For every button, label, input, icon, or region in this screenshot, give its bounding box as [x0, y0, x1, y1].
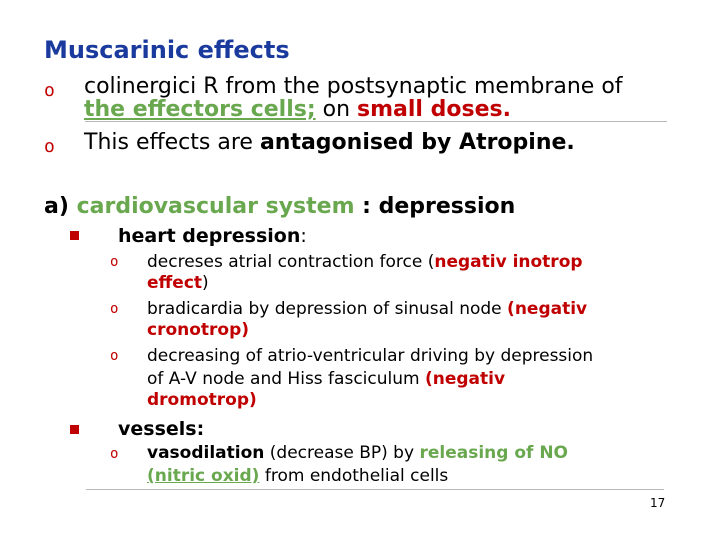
heart-sub-3-line-2 — [147, 369, 505, 389]
vessels-label: vessels: — [118, 418, 205, 440]
heart-sub-2-line-1 — [147, 299, 587, 319]
divider-bottom — [86, 489, 664, 490]
releasing-no-text: releasing of NO — [419, 443, 569, 463]
heart-depression-colon: : — [300, 225, 307, 247]
bullet-1-line-2 — [84, 97, 511, 122]
negativ-cronotrop-open: (negativ — [507, 299, 588, 319]
heart-depression-bold: heart depression — [118, 225, 301, 247]
bullet-2-text: This effects are — [84, 130, 260, 155]
endothelial-cells-text: from endothelial cells — [259, 466, 449, 486]
section-letter: a) — [44, 194, 69, 219]
negativ-dromotrop-text: dromotrop) — [147, 390, 257, 410]
bullet-icon: o — [44, 80, 55, 101]
negativ-cronotrop-text: cronotrop) — [147, 320, 250, 340]
effectors-cells-text: the effectors cells; — [84, 97, 316, 122]
vessels-sub-1-line-1 — [147, 443, 568, 463]
bullet-icon: o — [44, 136, 55, 157]
bullet-icon: o — [110, 301, 119, 317]
effect-close-paren: ) — [202, 273, 209, 293]
effect-text: effect — [147, 273, 203, 293]
negativ-dromotrop-open: (negativ — [424, 369, 506, 389]
on-text: on — [315, 97, 358, 122]
bullet-1-line-1: colinergici R from the postsynaptic membrane of — [84, 74, 623, 99]
cronotrop-pre-text: bradicardia by depression of sinusal node — [147, 299, 508, 319]
bullet-icon: o — [110, 254, 119, 270]
nitric-oxid-text: (nitric oxid) — [147, 466, 260, 486]
page-number: 17 — [650, 496, 666, 510]
bullet-2 — [84, 130, 575, 155]
depression-text: : depression — [354, 194, 516, 219]
decrease-bp-text: (decrease BP) by — [264, 443, 420, 463]
heart-sub-1-line-1 — [147, 252, 583, 272]
small-doses-text: small doses. — [357, 97, 511, 122]
slide-title: Muscarinic effects — [44, 36, 290, 64]
antagonised-text: antagonised by Atropine. — [259, 130, 575, 155]
square-bullet-icon — [70, 425, 79, 434]
vasodilation-text: vasodilation — [147, 443, 265, 463]
heart-depression-label — [118, 225, 307, 247]
square-bullet-icon — [70, 231, 79, 240]
vessels-sub-1-line-2 — [147, 466, 448, 486]
heart-sub-3-line-1: decreasing of atrio-ventricular driving by depression — [147, 346, 594, 366]
heart-sub-1-line-2 — [147, 273, 209, 293]
cardiovascular-system-text: cardiovascular system — [76, 194, 355, 219]
section-header — [44, 194, 515, 219]
negativ-inotrop-text: negativ inotrop — [434, 252, 583, 272]
inotrop-pre-text: decreses atrial contraction force ( — [147, 252, 435, 272]
bullet-icon: o — [110, 348, 119, 364]
bullet-icon: o — [110, 446, 119, 462]
dromotrop-pre-text: of A-V node and Hiss fasciculum — [147, 369, 425, 389]
